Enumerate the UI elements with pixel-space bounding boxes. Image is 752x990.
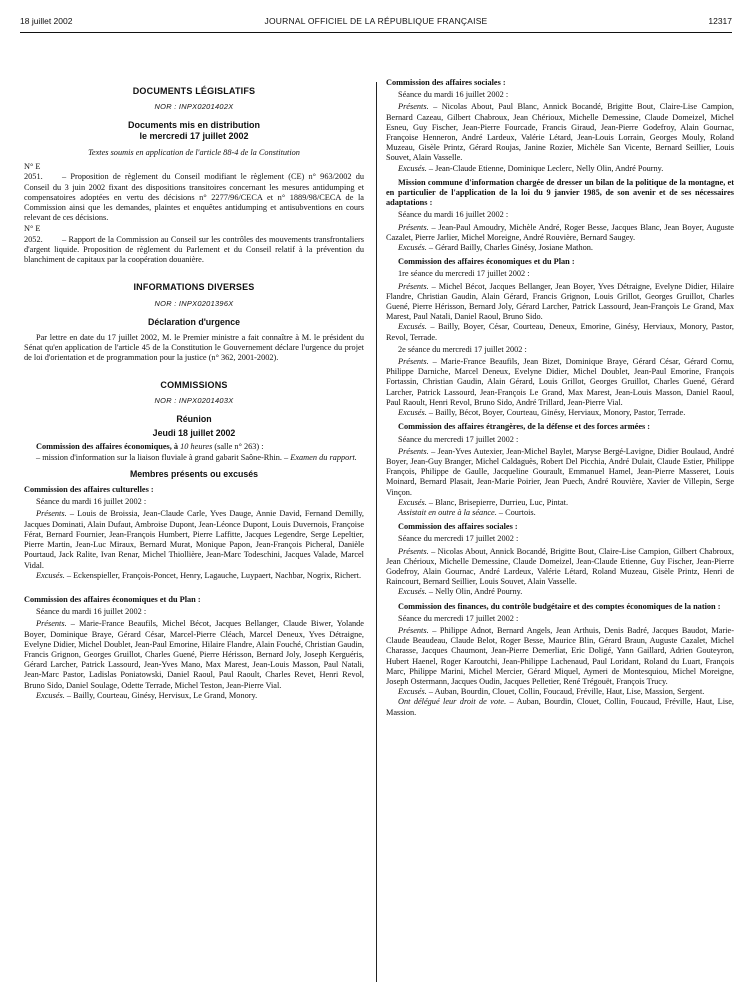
nor-reference: NOR : INPX0201396X — [154, 298, 234, 308]
seance-line: 1re séance du mercredi 17 juillet 2002 : — [398, 269, 530, 279]
excuses-list: Excusés. – Nelly Olin, André Pourny. — [398, 587, 523, 597]
presents-list: Présents. – Louis de Broissia, Jean-Claude Carle, Yves Dauge, Annie David, Fernand Demilly, Jacques Dominati, Alain Dufaut, Ambroise Dupont, Jean-Léonce Dupont, Louis Duvernois, Françoise Férat, Bernard Fournier, Jean-François Humbert, Pierre Laffitte, Jacques Legendre, Serge Lepeltier, Pierre Martin, Jean-Luc Miraux, Bernard Murat, Monique Papon, Jean-François Picheral, Danièle Pourtaud, Jack Ralite, Ivan Renar, Michel Thiollière, Jean-Marc Todeschini, Jacques Valade, Marcel Vidal. — [24, 509, 364, 570]
presents-list: Présents. – Philippe Adnot, Bernard Angels, Jean Arthuis, Denis Badré, Jacques Baudot, Marie-Claude Beaudeau, Claude Belot, Roger Besse, Maurice Blin, Gérard Braun, Auguste Cazalet, Michel Charasse, Jacques Chaumont, Jean-Pierre Demerliat, Eric Doligé, Yann Gaillard, Adrien Gouteyron, Hubert Haenel, Roger Karoutchi, Jean-Philippe Lachenaud, Paul Loridant, Roland du Luart, François Marc, Philippe Marini, Michel Mercier, Gérard Miquel, Aymeri de Montesquiou, Michel Moreigne, Joseph Ostermann, Jacques Oudin, Jacques Pelletier, René Trégouët, François Trucy. — [386, 625, 734, 686]
declaration-title: Déclaration d'urgence — [147, 316, 241, 327]
page-header — [20, 16, 732, 30]
commission-heading: Commission des affaires culturelles : — [24, 485, 154, 495]
delegation-line: Ont délégué leur droit de vote. – Auban, Bourdin, Clouet, Collin, Foucaud, Fréville, Haut, Lise, Massion. — [386, 697, 734, 717]
column-divider — [376, 82, 377, 982]
presents-list: Présents. – Nicolas About, Annick Bocandé, Brigitte Bout, Claire-Lise Campion, Gilbert Chabroux, Jean Chérioux, Michelle Demessine, Claude Domeizel, Jean-Claude Etienne, Guy Fischer, Jean-Pierre Godefroy, Alain Gournac, André Lardeux, Valérie Létard, Roland Muzeau, Gisèle Printz, Henri de Raincourt, Bernard Seillier, Louis Souvet, Alain Vasselle. — [386, 546, 734, 587]
excuses-list: Excusés. – Gérard Bailly, Charles Ginésy, Josiane Mathon. — [398, 243, 594, 253]
presents-list: Présents. – Jean-Paul Amoudry, Michèle André, Roger Besse, Jacques Blanc, Jean Boyer, Auguste Cazalet, Pierre Jarlier, Michel Moreigne, André Rouvière, Bernard Saugey. — [386, 222, 734, 242]
excuses-list: Excusés. – Blanc, Brisepierre, Durrieu, Luc, Pintat. — [398, 497, 569, 507]
seance-line: 2e séance du mercredi 17 juillet 2002 : — [398, 344, 527, 354]
reunion-commission: Commission des affaires économiques, à 10 heures (salle n° 263) : — [36, 442, 264, 452]
assistait-line: Assistait en outre à la séance. – Courtois. — [398, 507, 536, 517]
commission-heading: Commission des affaires sociales : — [386, 78, 506, 87]
seance-line: Séance du mardi 16 juillet 2002 : — [36, 607, 147, 617]
seance-line: Séance du mercredi 17 juillet 2002 : — [398, 613, 519, 623]
seance-line: Séance du mercredi 17 juillet 2002 : — [398, 534, 519, 544]
left-column — [24, 86, 364, 701]
header-journal-title: JOURNAL OFFICIEL DE LA RÉPUBLIQUE FRANÇAISE — [264, 16, 488, 26]
header-date: 18 juillet 2002 — [20, 16, 73, 26]
reunion-title: Réunion — [176, 414, 212, 425]
document-item: N° E 2052. — [24, 224, 43, 244]
section-commissions: COMMISSIONS — [160, 379, 228, 390]
nor-reference: NOR : INPX0201402X — [154, 102, 234, 112]
document-item-text: – Rapport de la Commission au Conseil sur les contrôles des mouvements transfrontaliers d'argent liquide. Proposition de règlement du Parlement et du Conseil relatif à la prévention du blanchiment de capitaux par la coopération douanière. — [24, 234, 364, 265]
commission-heading: Mission commune d'information chargée de dresser un bilan de la politique de la montagne, et en particulier de l'application de la loi du 9 janvier 1985, de son avenir et de ses nécessaires adaptations : — [386, 177, 734, 208]
presents-list: Présents. – Michel Bécot, Jacques Bellanger, Jean Boyer, Yves Détraigne, Evelyne Didier, Hilaire Flandre, Christian Gaudin, Alain Gérard, Francis Grignon, Louis Grillot, Georges Gruillot, Charles Guené, Pierre Hérisson, Bernard Joly, Gérard Larcher, Patrick Lassourd, Jean-François Le Grand, Max Marest, Paul Natali, Daniel Raoul, Bruno Sido. — [386, 281, 734, 322]
membres-title: Membres présents ou excusés — [129, 468, 259, 479]
commission-heading: Commission des affaires économiques et du Plan : — [398, 257, 575, 267]
seance-line: Séance du mardi 16 juillet 2002 : — [398, 90, 509, 100]
excuses-list: Excusés. – Eckenspieller, François-Poncet, Henry, Lagauche, Luypaert, Nachbar, Nogrix, Richert. — [36, 570, 362, 580]
header-page-number: 12317 — [708, 16, 732, 26]
commission-heading: Commission des affaires sociales : — [398, 522, 518, 532]
document-item: N° E 2051. — [24, 162, 43, 182]
presents-list: Présents. – Nicolas About, Paul Blanc, Annick Bocandé, Brigitte Bout, Claire-Lise Campion, Bernard Cazeau, Gilbert Chabroux, Jean Chérioux, Michelle Demessine, Claude Domeizel, Michel Esneu, Guy Fischer, Jean-Pierre Fourcade, Francis Giraud, Jean-Pierre Godefroy, Alain Gournac, Françoise Henneron, André Lardeux, Valérie Létard, Jean-Louis Lorrain, Georges Mouly, Roland Muzeau, Gisèle Printz, Gérard Roujas, Janine Rozier, Michèle San Vicente, Bernard Seillier, Louis Souvet, Alain Vasselle. — [386, 102, 734, 163]
commission-heading: Commission des affaires économiques et du Plan : — [24, 594, 201, 604]
excuses-list: Excusés. – Bailly, Courteau, Ginésy, Hervisux, Le Grand, Monory. — [36, 690, 258, 700]
header-rule — [20, 32, 732, 33]
textes-subtitle: Textes soumis en application de l'article 88-4 de la Constitution — [88, 148, 300, 158]
distribution-title: Documents mis en distribution le mercredi 17 juillet 2002 — [127, 120, 260, 142]
document-item-text: – Proposition de règlement du Conseil modifiant le règlement (CE) n° 963/2002 du Conseil du 3 juin 2002 fixant des dispositions transitoires concernant les mesures antidumping et compensatoires adoptées en vertu des décisions n° 2277/96/CECA et n° 1889/98/CECA de la Commission ainsi que les demandes, plaintes et enquêtes antidumping et antisubventions en cours relevant de ces décisions. — [24, 172, 364, 223]
reunion-mission: – mission d'information sur la liaison fluviale à grand gabarit Saône-Rhin. – Examen du rapport. — [36, 452, 357, 462]
nor-reference: NOR : INPX0201403X — [154, 395, 234, 405]
section-documents-legislatifs: DOCUMENTS LÉGISLATIFS — [132, 86, 256, 96]
presents-list: Présents. – Jean-Yves Autexier, Jean-Michel Baylet, Maryse Bergé-Lavigne, Didier Boulaud, André Boyer, Jean-Guy Branger, Michel Caldaguès, Robert Del Picchia, André Dulait, Claude Estier, Philippe François, Philippe de Gaulle, Jacqueline Gourault, Emmanuel Hamel, Jean-Pierre Masseret, Louis Moinard, Bernard Plasait, Jean-Marie Poirier, Jean Puech, André Rouvière, Xavier de Villepin, Serge Vinçon. — [386, 446, 734, 497]
section-informations-diverses: INFORMATIONS DIVERSES — [133, 282, 255, 293]
seance-line: Séance du mercredi 17 juillet 2002 : — [398, 434, 519, 444]
declaration-text: Par lettre en date du 17 juillet 2002, M. le Premier ministre a fait connaître à M. le président du Sénat qu'en application de l'article 45 de la Constitution le Gouvernement déclare l'urgence du projet de loi d'orientation et de programmation pour la justice (n° 362, 2001-2002). — [24, 333, 364, 363]
right-column — [386, 78, 734, 718]
reunion-date: Jeudi 18 juillet 2002 — [152, 428, 236, 439]
excuses-list: Excusés. – Jean-Claude Etienne, Dominique Leclerc, Nelly Olin, André Pourny. — [398, 163, 664, 173]
excuses-list: Excusés. – Bailly, Bécot, Boyer, Courteau, Ginésy, Herviaux, Monory, Pastor, Terrade. — [398, 408, 686, 418]
excuses-list: Excusés. – Bailly, Boyer, César, Courteau, Deneux, Emorine, Ginésy, Herviaux, Monory, Pastor, Revol, Terrade. — [386, 322, 734, 342]
excuses-list: Excusés. – Auban, Bourdin, Clouet, Collin, Foucaud, Fréville, Haut, Lise, Massion, Sergent. — [398, 687, 705, 697]
seance-line: Séance du mardi 16 juillet 2002 : — [36, 497, 147, 507]
commission-heading: Commission des affaires étrangères, de la défense et des forces armées : — [398, 422, 651, 432]
presents-list: Présents. – Marie-France Beaufils, Michel Bécot, Jacques Bellanger, Claude Biwer, Yolande Boyer, Dominique Braye, Gérard César, Marcel-Pierre Cléach, Marcel Deneux, Yves Détraigne, Evelyne Didier, Michel Doublet, Jean-Paul Emorine, Hilaire Flandre, Alain Fouché, Christian Gaudin, Francis Grignon, Georges Gruillot, Charles Guené, Pierre Hérisson, Bernard Joly, Joseph Kerguéris, Gérard Larcher, Patrick Lassourd, Jean-Yves Mano, Max Marest, Jean-Louis Masson, Paul Natali, Jean-Marc Pastor, Ladislas Poniatowski, Daniel Raoul, Paul Raoult, Charles Revet, Henri Revol, Bruno Sido, Daniel Soulage, Odette Terrade, Michel Teston, Jean-Pierre Vial. — [24, 619, 364, 690]
seance-line: Séance du mardi 16 juillet 2002 : — [398, 210, 509, 220]
commission-heading: Commission des finances, du contrôle budgétaire et des comptes économiques de la nation : — [398, 601, 721, 611]
presents-list: Présents. – Marie-France Beaufils, Jean Bizet, Dominique Braye, Gérard César, Gérard Cornu, Philippe Darniche, Marcel Deneux, Evelyne Didier, Michel Doublet, Jean-Paul Emorine, François Fortassin, Christian Gaudin, Alain Gérard, Louis Grillot, Georges Gruillot, Charles Guené, Gérard Larcher, Patrick Lassourd, Jean-François Le Grand, Max Marest, Jean-Louis Masson, Daniel Raoul, Paul Raoult, Henri Revol, Bruno Sido, André Trillard, Jean-Pierre Vial. — [386, 357, 734, 407]
